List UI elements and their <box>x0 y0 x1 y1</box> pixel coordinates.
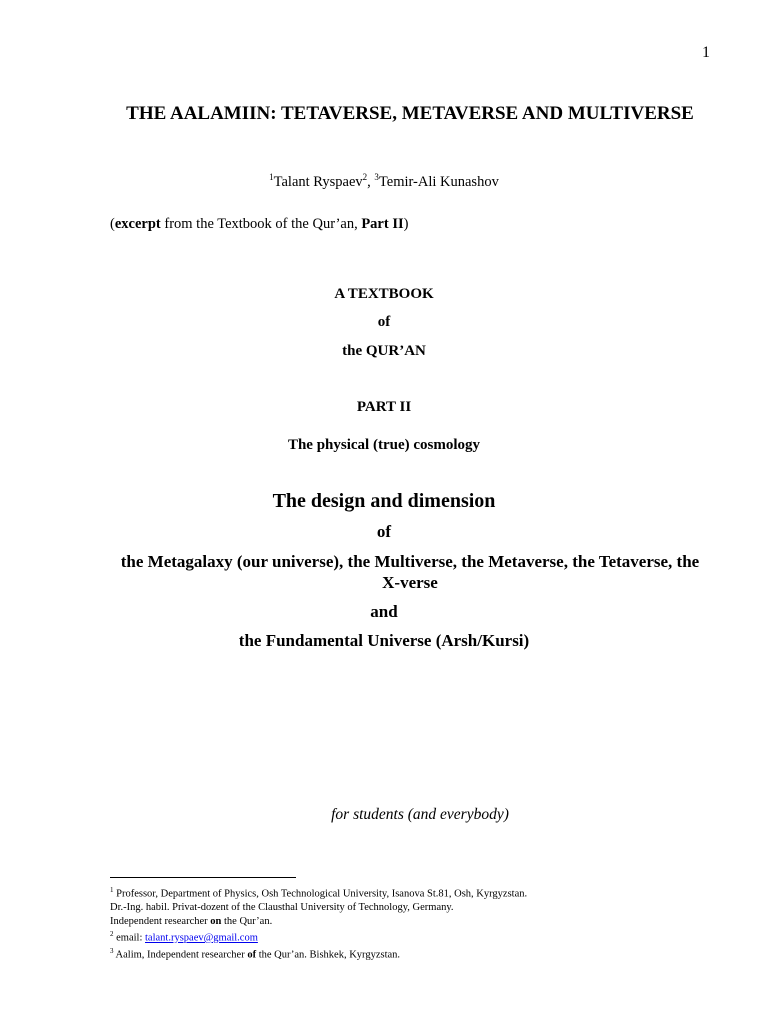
footnote-1-text: Professor, Department of Physics, Osh Technological University, Isanova St.81, Osh, Kyrgyzstan. <box>113 888 528 900</box>
footnote-1-mark: 1 <box>110 886 114 894</box>
footnote-1-line3-a: Independent researcher <box>110 915 211 927</box>
part-subtitle: The physical (true) cosmology <box>287 437 481 453</box>
author1-footnote-mark: 1 <box>269 172 274 182</box>
author2-name: Temir-Ali Kunashov <box>378 173 499 190</box>
footnote-1-line3-c: the Qur’an. <box>221 915 273 927</box>
footnote-3 <box>110 945 710 962</box>
page-number: 1 <box>702 44 710 61</box>
excerpt-middle-text: from the Textbook of the Qur’an, <box>160 216 362 232</box>
excerpt-note <box>110 216 408 233</box>
footnote-2-text: email: <box>113 932 145 944</box>
footnote-3-bold: of <box>247 949 257 961</box>
author-line <box>0 172 768 191</box>
textbook-of: of <box>377 314 391 330</box>
footnote-3-text-c: the Qur’an. Bishkek, Kyrgyzstan. <box>256 949 401 961</box>
excerpt-close-paren: ) <box>403 216 409 232</box>
textbook-heading: A TEXTBOOK <box>334 286 434 302</box>
excerpt-open-paren: ( <box>110 216 115 232</box>
design-of: of <box>376 522 392 541</box>
design-fundamental-universe: the Fundamental Universe (Arsh/Kursi) <box>238 631 530 650</box>
footnote-2-email-link[interactable]: talant.ryspaev@gmail.com <box>145 932 258 944</box>
footnote-1-line3 <box>110 915 710 929</box>
design-heading: The design and dimension <box>272 490 496 512</box>
audience-note: for students (and everybody) <box>331 806 509 823</box>
footnote-2 <box>110 928 710 945</box>
footnotes <box>110 884 710 962</box>
footnote-separator <box>110 877 296 878</box>
part-heading: PART II <box>356 399 412 415</box>
author2-footnote-mark: 3 <box>374 172 379 182</box>
footnote-1-line2: Dr.-Ing. habil. Privat-dozent of the Clausthal University of Technology, Germany. <box>110 902 454 913</box>
footnote-1-line3-bold: on <box>210 915 222 927</box>
footnote-3-mark: 3 <box>110 947 114 955</box>
author-separator: , <box>367 173 375 190</box>
design-universes-line: the Metagalaxy (our universe), the Multiverse, the Metaverse, the Tetaverse, the X-verse <box>120 552 700 592</box>
author1-name: Talant Ryspaev <box>273 173 363 190</box>
author1-email-footnote-mark: 2 <box>362 172 368 182</box>
footnote-3-text-a: Aalim, Independent researcher <box>113 949 248 961</box>
document-title: THE AALAMIIN: TETAVERSE, METAVERSE AND MULTIVERSE <box>126 103 694 124</box>
footnote-2-mark: 2 <box>110 930 114 938</box>
excerpt-part-label: Part II <box>361 216 404 232</box>
textbook-quran: the QUR’AN <box>342 343 426 359</box>
excerpt-bold-word: excerpt <box>114 216 161 232</box>
design-and: and <box>370 602 398 621</box>
footnote-1 <box>110 884 710 901</box>
